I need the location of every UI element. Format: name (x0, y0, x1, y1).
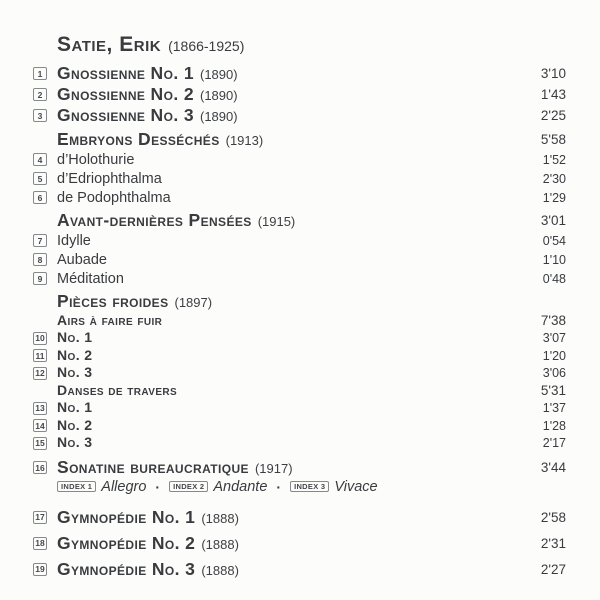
track-row (33, 504, 566, 530)
track-duration: 3'44 (540, 460, 566, 475)
track-number-box: 11 (33, 349, 47, 362)
track-row (33, 417, 566, 435)
track-number-box: 2 (33, 88, 47, 101)
index-box: INDEX 3 (290, 481, 329, 493)
track-duration: 2'25 (540, 108, 566, 123)
work-header-row (33, 291, 566, 312)
track-number-box: 6 (33, 191, 47, 204)
track-duration: 2'30 (542, 171, 566, 186)
track-title: Idylle (57, 232, 91, 249)
track-number-box: 18 (33, 537, 47, 550)
track-title: No. 3 (57, 364, 93, 381)
track-title: Aubade (57, 251, 107, 268)
track-number-box: 16 (33, 461, 47, 474)
track-duration: 1'28 (542, 418, 566, 433)
track-row (33, 400, 566, 418)
work-year: (1888) (201, 562, 239, 578)
track-duration: 1'37 (542, 401, 566, 416)
track-title: No. 2 (57, 346, 93, 363)
work-year: (1890) (199, 109, 238, 124)
track-title: de Podophthalma (57, 189, 171, 206)
track-number-box: 9 (33, 272, 47, 285)
track-duration: 2'31 (540, 535, 566, 551)
index-box: INDEX 2 (169, 481, 208, 493)
work-year: (1888) (201, 536, 239, 552)
work-title: Avant-dernières Pensées (57, 210, 252, 230)
composer-heading (33, 32, 566, 58)
track-duration: 3'10 (540, 66, 566, 81)
work-duration: 5'58 (540, 132, 566, 147)
movement-group-title: Danses de travers (57, 381, 178, 398)
index-box: INDEX 1 (57, 481, 96, 493)
track-number-box: 12 (33, 367, 47, 380)
number-column-spacer (33, 133, 47, 146)
track-title: Méditation (57, 270, 124, 287)
track-duration: 0'54 (542, 233, 566, 248)
track-title: Gnossienne No. 1 (57, 63, 194, 83)
track-title: Gymnopédie No. 3 (57, 558, 196, 579)
index-tempo-label: Vivace (334, 478, 378, 495)
track-duration: 2'58 (540, 509, 566, 525)
composer-title (57, 33, 566, 57)
track-number-box: 1 (33, 67, 47, 80)
track-row (33, 250, 566, 269)
track-row (33, 435, 566, 453)
track-duration: 2'27 (540, 561, 566, 577)
track-title: d’Edriophthalma (57, 170, 162, 187)
number-column-spacer (33, 314, 47, 327)
number-column-spacer (33, 384, 47, 397)
number-column-spacer (33, 480, 47, 493)
work-year: (1915) (257, 214, 296, 229)
track-row (33, 105, 566, 126)
composer-name: Satie, Erik (57, 33, 162, 56)
track-duration: 2'17 (542, 436, 566, 451)
track-title: d’Holothurie (57, 151, 135, 168)
track-duration: 1'43 (540, 87, 566, 102)
work-year: (1897) (174, 295, 213, 310)
track-number-box: 7 (33, 234, 47, 247)
track-row (33, 150, 566, 169)
track-number-box: 13 (33, 402, 47, 415)
sub-header-row (33, 382, 566, 400)
track-row (33, 169, 566, 188)
track-row (33, 63, 566, 84)
number-column-spacer (33, 39, 47, 52)
track-row (33, 84, 566, 105)
track-number-box: 10 (33, 332, 47, 345)
track-duration: 0'48 (542, 271, 566, 286)
number-column-spacer (33, 214, 47, 227)
movement-group-title: Airs à faire fuir (57, 311, 163, 328)
track-row (33, 556, 566, 582)
track-number-box: 19 (33, 563, 47, 576)
work-year: (1890) (199, 67, 238, 82)
work-duration: 7'38 (540, 313, 566, 329)
track-title: No. 3 (57, 434, 93, 451)
track-row (33, 457, 566, 478)
track-number-box: 15 (33, 437, 47, 450)
work-year: (1890) (199, 88, 238, 103)
track-duration: 1'52 (542, 152, 566, 167)
track-duration: 3'07 (542, 331, 566, 346)
track-title: Gnossienne No. 2 (57, 84, 194, 104)
work-year: (1913) (225, 133, 264, 148)
track-title: Sonatine bureaucratique (57, 457, 249, 477)
sub-header-row (33, 312, 566, 330)
track-duration: 1'29 (542, 190, 566, 205)
work-header-row (33, 129, 566, 150)
track-title: No. 1 (57, 399, 93, 416)
track-title: No. 1 (57, 329, 93, 346)
track-row (33, 330, 566, 348)
track-number-box: 8 (33, 253, 47, 266)
index-row (33, 478, 566, 495)
separator-dot: · (155, 478, 161, 495)
index-tempo-label: Allegro (101, 478, 147, 495)
track-row (33, 231, 566, 250)
track-number-box: 5 (33, 172, 47, 185)
track-row (33, 347, 566, 365)
work-duration: 5'31 (540, 383, 566, 399)
separator-dot: · (276, 478, 282, 495)
track-number-box: 4 (33, 153, 47, 166)
track-number-box: 3 (33, 109, 47, 122)
composer-dates: (1866-1925) (168, 38, 245, 54)
track-row (33, 530, 566, 556)
track-duration: 1'20 (542, 348, 566, 363)
track-title: Gnossienne No. 3 (57, 105, 194, 125)
track-title: No. 2 (57, 416, 93, 433)
track-duration: 1'10 (542, 252, 566, 267)
track-row (33, 269, 566, 288)
track-title: Gymnopédie No. 1 (57, 506, 196, 527)
track-row (33, 188, 566, 207)
number-column-spacer (33, 295, 47, 308)
work-header-row (33, 210, 566, 231)
work-year: (1917) (254, 461, 293, 476)
work-title: Pièces froides (57, 291, 169, 311)
track-title: Gymnopédie No. 2 (57, 532, 196, 553)
track-row (33, 365, 566, 383)
track-duration: 3'06 (542, 366, 566, 381)
work-duration: 3'01 (540, 213, 566, 228)
work-year: (1888) (201, 510, 239, 526)
track-number-box: 17 (33, 511, 47, 524)
track-number-box: 14 (33, 419, 47, 432)
work-title: Embryons Desséchés (57, 129, 220, 149)
index-tempo-label: Andante (213, 478, 268, 495)
